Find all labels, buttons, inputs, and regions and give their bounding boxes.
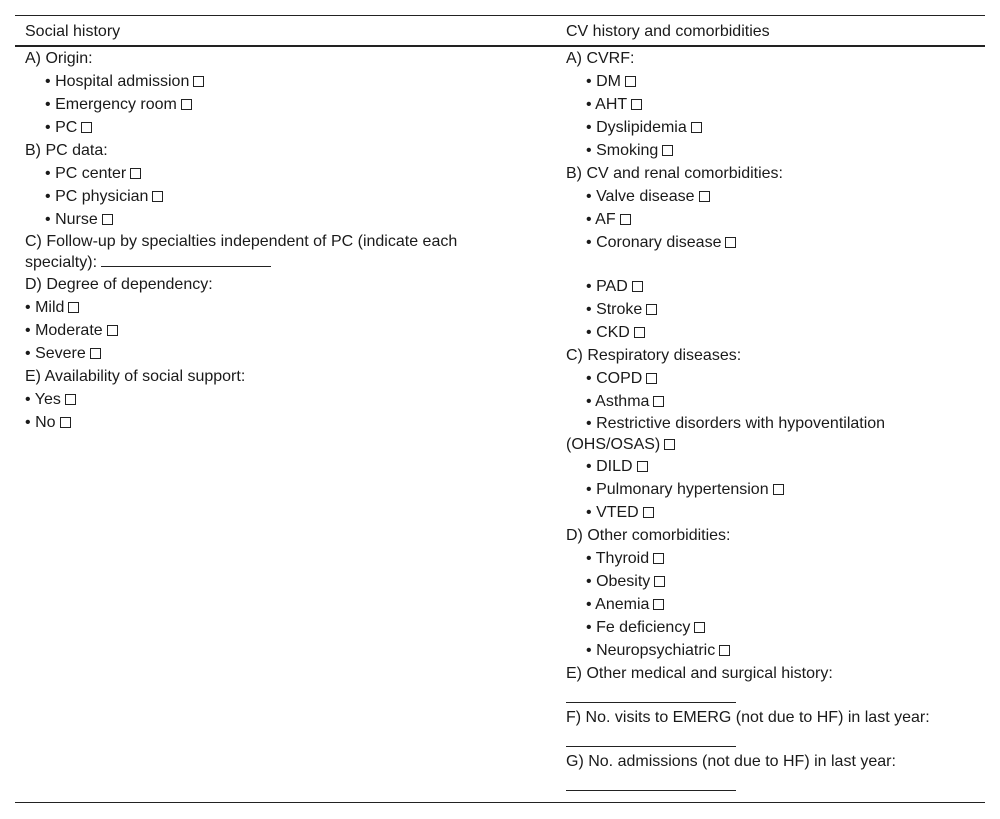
- section-respiratory-title: C) Respiratory diseases:: [566, 347, 742, 364]
- item-label: Emergency room: [55, 96, 177, 113]
- checkbox[interactable]: [662, 145, 673, 156]
- emerg-visits-input-line[interactable]: [566, 729, 985, 750]
- item-label: AHT: [595, 96, 628, 113]
- section-follow-up-text: C) Follow-up by specialties independent of PC (indicate each specialty):: [25, 233, 458, 271]
- checkbox[interactable]: [68, 302, 79, 313]
- list-item: • AHT: [566, 93, 985, 116]
- item-label: VTED: [596, 504, 639, 521]
- section-origin-title: A) Origin:: [25, 50, 93, 67]
- item-label: Severe: [35, 345, 86, 362]
- item-label: Smoking: [596, 142, 659, 159]
- list-item: • Coronary disease: [566, 231, 985, 254]
- checkbox[interactable]: [65, 394, 76, 405]
- item-label: Obesity: [596, 573, 651, 590]
- list-item: • CKD: [566, 321, 985, 344]
- item-label: Coronary disease: [596, 234, 722, 251]
- checkbox[interactable]: [631, 99, 642, 110]
- item-label: DILD: [596, 458, 633, 475]
- checkbox[interactable]: [625, 76, 636, 87]
- social-history-column: [25, 47, 545, 434]
- checkbox[interactable]: [107, 325, 118, 336]
- item-label: PC center: [55, 165, 127, 182]
- list-item: • Restrictive disorders with hypoventilation (OHS/OSAS): [566, 415, 886, 453]
- checkbox[interactable]: [634, 327, 645, 338]
- checkbox[interactable]: [646, 304, 657, 315]
- item-label: Asthma: [595, 393, 650, 410]
- checkbox[interactable]: [653, 396, 664, 407]
- checkbox[interactable]: [102, 214, 113, 225]
- checkbox[interactable]: [620, 214, 631, 225]
- item-label: Pulmonary hypertension: [596, 481, 769, 498]
- item-label: Thyroid: [595, 550, 650, 567]
- checkbox[interactable]: [130, 168, 141, 179]
- item-label: (OHS/OSAS): [566, 436, 661, 453]
- list-item: • AF: [566, 208, 985, 231]
- list-item: • Stroke: [566, 298, 985, 321]
- item-label: AF: [595, 211, 616, 228]
- item-label: COPD: [596, 370, 643, 387]
- item-label: Valve disease: [596, 188, 695, 205]
- item-label: Dyslipidemia: [596, 119, 687, 136]
- history-table: [15, 15, 985, 803]
- checkbox[interactable]: [773, 484, 784, 495]
- list-item: • Nurse: [25, 208, 545, 231]
- item-label: PAD: [596, 278, 628, 295]
- list-item: • PAD: [566, 275, 985, 298]
- checkbox[interactable]: [90, 348, 101, 359]
- list-item: • Neuropsychiatric: [566, 639, 985, 662]
- checkbox[interactable]: [653, 553, 664, 564]
- list-item: • DM: [566, 70, 985, 93]
- specialty-input-line[interactable]: [101, 252, 271, 267]
- item-label: No: [35, 414, 56, 431]
- item-label: CKD: [596, 324, 630, 341]
- list-item: • Pulmonary hypertension: [566, 478, 985, 501]
- list-item: • Mild: [25, 296, 545, 319]
- section-emerg-visits-title: F) No. visits to EMERG (not due to HF) in last year:: [566, 709, 930, 726]
- checkbox[interactable]: [646, 373, 657, 384]
- checkbox[interactable]: [181, 99, 192, 110]
- list-item: • Hospital admission: [25, 70, 545, 93]
- checkbox[interactable]: [653, 599, 664, 610]
- item-label: Hospital admission: [55, 73, 190, 90]
- checkbox[interactable]: [719, 645, 730, 656]
- item-label: Anemia: [595, 596, 650, 613]
- checkbox[interactable]: [193, 76, 204, 87]
- item-label: Moderate: [35, 322, 103, 339]
- other-history-input-line[interactable]: [566, 685, 985, 706]
- checkbox[interactable]: [637, 461, 648, 472]
- list-item: • PC center: [25, 162, 545, 185]
- list-item: • Anemia: [566, 593, 985, 616]
- list-item: • Emergency room: [25, 93, 545, 116]
- table-header-row: [15, 16, 985, 47]
- section-other-history-title: E) Other medical and surgical history:: [566, 665, 833, 682]
- table-bottom-rule: [15, 802, 985, 803]
- spacer: [566, 254, 985, 275]
- checkbox[interactable]: [152, 191, 163, 202]
- admissions-input-line[interactable]: [566, 773, 985, 794]
- list-item: • VTED: [566, 501, 985, 524]
- blank-underline: [566, 776, 736, 791]
- blank-underline: [566, 688, 736, 703]
- item-label: Neuropsychiatric: [596, 642, 716, 659]
- item-label: PC: [55, 119, 78, 136]
- list-item: • PC: [25, 116, 545, 139]
- list-item: • Valve disease: [566, 185, 985, 208]
- section-other-comorbidities-title: D) Other comorbidities:: [566, 527, 731, 544]
- checkbox[interactable]: [691, 122, 702, 133]
- item-label: PC physician: [55, 188, 149, 205]
- list-item: • Moderate: [25, 319, 545, 342]
- list-item: • No: [25, 411, 545, 434]
- section-cvrf-title: A) CVRF:: [566, 50, 635, 67]
- table-body: [15, 47, 985, 803]
- item-label: DM: [596, 73, 621, 90]
- section-dependency-title: D) Degree of dependency:: [25, 276, 213, 293]
- list-item: • Smoking: [566, 139, 985, 162]
- header-cv-history: CV history and comorbidities: [566, 23, 770, 40]
- item-label: Nurse: [55, 211, 98, 228]
- item-label: Restrictive disorders with hypoventilation: [596, 415, 886, 432]
- section-social-support-title: E) Availability of social support:: [25, 368, 246, 385]
- section-admissions-title: G) No. admissions (not due to HF) in last year:: [566, 753, 896, 770]
- item-label: Stroke: [596, 301, 643, 318]
- checkbox[interactable]: [632, 281, 643, 292]
- cv-history-column: [566, 47, 985, 794]
- blank-underline: [566, 732, 736, 747]
- header-social-history: Social history: [25, 23, 121, 40]
- checkbox[interactable]: [725, 237, 736, 248]
- checkbox[interactable]: [60, 417, 71, 428]
- list-item: • Fe deficiency: [566, 616, 985, 639]
- list-item: • Severe: [25, 342, 545, 365]
- item-label: Fe deficiency: [596, 619, 691, 636]
- checkbox[interactable]: [643, 507, 654, 518]
- list-item: • PC physician: [25, 185, 545, 208]
- list-item: • Obesity: [566, 570, 985, 593]
- checkbox[interactable]: [81, 122, 92, 133]
- item-label: Yes: [34, 391, 61, 408]
- section-pc-data-title: B) PC data:: [25, 142, 108, 159]
- checkbox[interactable]: [699, 191, 710, 202]
- section-cv-renal-title: B) CV and renal comorbidities:: [566, 165, 783, 182]
- checkbox[interactable]: [664, 439, 675, 450]
- checkbox[interactable]: [654, 576, 665, 587]
- list-item: • Dyslipidemia: [566, 116, 985, 139]
- list-item: • Asthma: [566, 390, 985, 413]
- list-item: • DILD: [566, 455, 985, 478]
- list-item: • COPD: [566, 367, 985, 390]
- list-item: • Yes: [25, 388, 545, 411]
- item-label: Mild: [35, 299, 65, 316]
- checkbox[interactable]: [694, 622, 705, 633]
- list-item: • Thyroid: [566, 547, 985, 570]
